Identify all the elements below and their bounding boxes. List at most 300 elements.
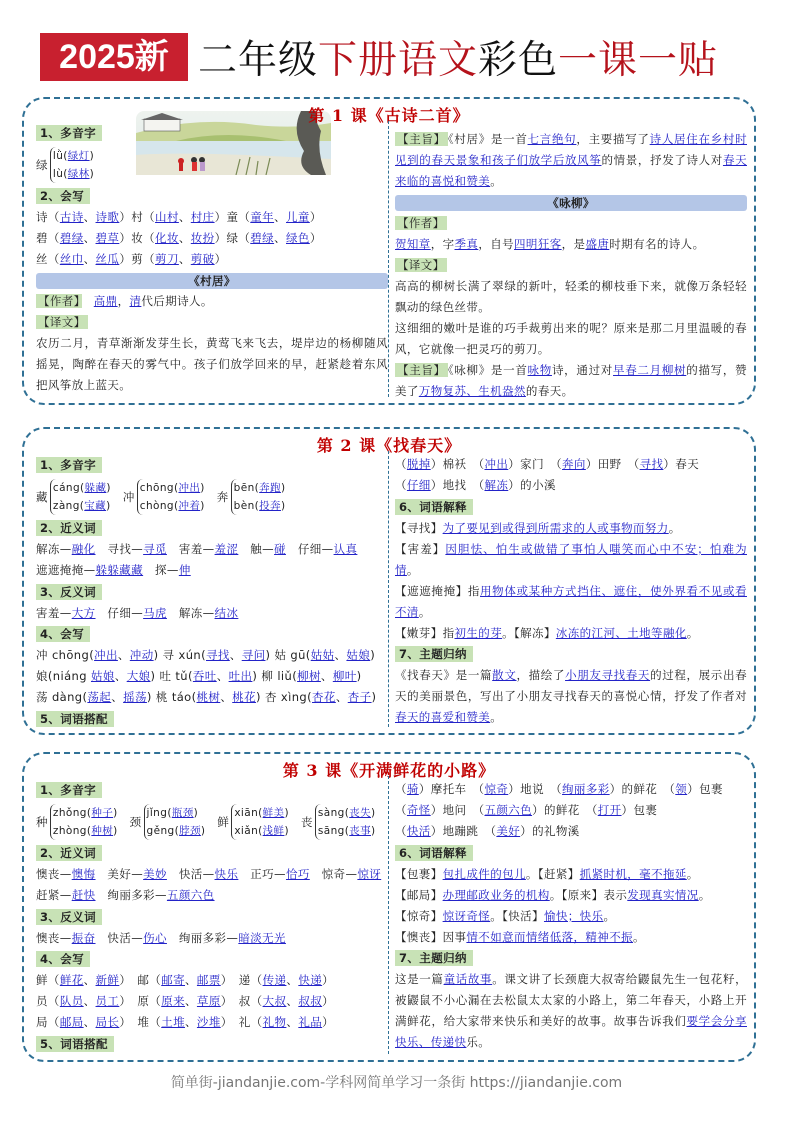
text-segment: ） 邮（: [119, 973, 162, 987]
section-label: 2、近义词: [36, 845, 102, 861]
polyphone-char: 丧: [300, 814, 313, 829]
key-term-link[interactable]: 春天来临的喜悦和赞美: [395, 153, 747, 188]
key-term-link[interactable]: 冲动: [129, 648, 154, 662]
text-segment: （: [395, 803, 407, 817]
key-term-link[interactable]: 礼物: [262, 1015, 287, 1029]
key-term-link[interactable]: 骑: [406, 782, 419, 796]
text-segment: ，主要描写了: [576, 132, 650, 146]
key-term-link[interactable]: 杏花: [312, 690, 336, 704]
key-term-link[interactable]: 四明狂客: [514, 237, 562, 251]
key-term-link[interactable]: 柳叶: [332, 669, 357, 683]
text-segment: ）棉袄 （: [430, 457, 485, 471]
text-segment: ）的礼物溪: [520, 824, 580, 838]
text-segment: 。: [418, 604, 431, 619]
text-segment: 《村居》是一首: [447, 132, 528, 146]
key-term-link[interactable]: 村庄: [190, 210, 215, 224]
title-part: 二年级: [198, 38, 319, 83]
text-segment: ）妆（: [119, 231, 156, 245]
key-term-link[interactable]: 用物体或某种方式挡住、遮住，使外界看不见或看不清: [395, 583, 747, 619]
key-term-link[interactable]: 打开: [597, 803, 622, 817]
key-term-link[interactable]: 美好: [496, 824, 521, 838]
section-row: [395, 842, 747, 864]
text-segment: ）: [309, 210, 322, 224]
key-term-link[interactable]: 快活: [406, 824, 431, 838]
text-segment: ）地找 （: [430, 478, 485, 492]
key-term-link[interactable]: 化妆: [155, 231, 179, 245]
text-segment: 。: [686, 866, 699, 881]
reading-word-link[interactable]: 躲藏: [84, 481, 107, 494]
key-term-link[interactable]: 发现真实情况: [627, 887, 699, 902]
key-term-link[interactable]: 队员: [59, 994, 84, 1008]
key-term-link[interactable]: 礼品: [298, 1015, 323, 1029]
section-row: [36, 949, 388, 971]
reading-word-link[interactable]: 种子: [91, 806, 114, 819]
key-term-link[interactable]: 脱掉: [406, 457, 431, 471]
text-segment: 、: [178, 252, 191, 266]
key-term-link[interactable]: 员工: [95, 994, 120, 1008]
text-segment: ): [371, 690, 377, 704]
text-segment: ，自号: [478, 237, 515, 251]
text-segment: 。课文讲了长颈鹿大叔寄给鼹鼠先生一包花籽，被鼹鼠不小心漏在去松鼠太太家的小路上，第二年春天，小路上开满鲜花，给大家带来快乐和美好的故事。故事告诉我们: [395, 972, 747, 1028]
left-column: [36, 122, 388, 396]
key-term-link[interactable]: 情不如意而情绪低落，精神不振: [466, 929, 634, 944]
key-term-link[interactable]: 散文: [492, 668, 517, 682]
key-term-link[interactable]: 寻找: [205, 648, 230, 662]
text-segment: 【寻找】: [395, 520, 443, 535]
pinyin: bēn: [233, 481, 255, 494]
column-divider: [388, 121, 389, 397]
key-term-link[interactable]: 结冰: [214, 605, 239, 620]
text-line: [395, 454, 747, 475]
key-term-link[interactable]: 剪刀: [155, 252, 179, 266]
section-row: [395, 644, 747, 666]
title-part: 下册语文: [318, 38, 479, 83]
tag-label: 【作者】: [397, 216, 445, 230]
key-term-link[interactable]: 快递: [298, 973, 323, 987]
reading-word-link[interactable]: 种树: [91, 824, 114, 837]
pinyin: bèn: [233, 499, 255, 512]
reading: xiān(鲜美): [234, 806, 289, 819]
text-segment: 代后期诗人。: [141, 294, 213, 308]
text-segment: 的过程，展示出春天的美丽景色，写出了小朋友寻找春天的喜悦心情，抒发了作者对: [395, 668, 747, 703]
key-term-link[interactable]: 振奋: [71, 930, 96, 945]
reading-brace: [315, 804, 376, 840]
key-term-link[interactable]: 诗人居住在乡村时见到的春天景象和孩子们放学后放风筝: [395, 132, 747, 167]
key-term-link[interactable]: 暗淡无光: [238, 930, 286, 945]
text-segment: 。: [603, 908, 616, 923]
text-segment: ): [370, 648, 376, 662]
key-term-link[interactable]: 童话故事: [443, 972, 493, 986]
reading-word-link[interactable]: 瓶颈: [171, 806, 194, 819]
key-term-link[interactable]: 古诗: [59, 210, 84, 224]
text-line: [395, 360, 747, 402]
key-term-link[interactable]: 大娘: [126, 669, 151, 683]
text-segment: 【包裹】: [395, 866, 443, 881]
text-segment: 这是一篇: [395, 972, 444, 986]
key-term-link[interactable]: 桃花: [232, 690, 257, 704]
key-term-link[interactable]: 咏物: [527, 363, 552, 377]
key-term-link[interactable]: 仔细: [406, 478, 431, 492]
key-term-link[interactable]: 碧草: [95, 231, 120, 245]
text-segment: ，是: [561, 237, 586, 251]
text-segment: ） 递（: [220, 973, 263, 987]
text-line: [36, 687, 388, 708]
text-segment: ) 柳 liǔ(: [252, 669, 298, 683]
key-term-link[interactable]: 寻觅: [143, 542, 167, 556]
text-segment: ) 姑 gū(: [265, 648, 311, 662]
reading-word-link[interactable]: 冲出: [178, 481, 201, 494]
reading-word-link[interactable]: 冲着: [178, 499, 201, 512]
key-term-link[interactable]: 美妙: [143, 867, 167, 881]
section-label: 2、近义词: [36, 520, 102, 536]
key-term-link[interactable]: 奔向: [562, 457, 586, 471]
text-line: [395, 969, 747, 1053]
reading-word-link[interactable]: 投奔: [259, 499, 281, 512]
key-term-link[interactable]: 赶快: [71, 888, 96, 902]
key-term-link[interactable]: 妆扮: [190, 231, 215, 245]
section-label: 5、词语搭配: [36, 711, 114, 727]
text-segment: ）村（: [119, 210, 156, 224]
reading-word-link[interactable]: 宝藏: [84, 499, 107, 512]
key-term-link[interactable]: 诗歌: [95, 210, 120, 224]
right-column: [395, 454, 747, 728]
text-segment: ，: [117, 294, 130, 308]
key-term-link[interactable]: 桃树: [196, 690, 221, 704]
key-term-link[interactable]: 贺知章: [395, 237, 431, 251]
key-term-link[interactable]: 抓紧时机，毫不拖延: [579, 866, 687, 881]
key-term-link[interactable]: 清: [129, 294, 142, 308]
pinyin: xiǎn: [234, 824, 259, 837]
polyphone-row: [36, 801, 388, 843]
text-segment: 快活—: [95, 930, 144, 945]
key-term-link[interactable]: 寻问: [241, 648, 266, 662]
text-line: [36, 560, 388, 581]
key-term-link[interactable]: 马虎: [143, 605, 167, 620]
pinyin: gěng: [146, 824, 175, 837]
text-segment: 快活—: [166, 867, 215, 881]
key-term-link[interactable]: 碰: [274, 542, 286, 556]
text-segment: ）摩托车 （: [418, 782, 485, 796]
key-term-link[interactable]: 寻找: [639, 457, 664, 471]
text-segment: 。: [490, 710, 503, 724]
text-line: [395, 581, 747, 623]
text-segment: 。: [698, 887, 711, 902]
reading: bēn(奔跑): [233, 481, 286, 494]
key-term-link[interactable]: 愉快；快乐: [543, 908, 604, 923]
text-line: [395, 539, 747, 581]
polyphone-group: [217, 804, 289, 840]
tag-label: 【译文】: [38, 315, 86, 329]
key-term-link[interactable]: 奇怪: [406, 803, 431, 817]
text-line: [36, 991, 388, 1012]
pinyin: zhòng: [52, 824, 87, 837]
text-segment: ）剪（: [119, 252, 156, 266]
text-segment: 。【解冻】: [502, 625, 556, 640]
text-segment: 、: [286, 973, 299, 987]
key-term-link[interactable]: 沙堆: [196, 1015, 221, 1029]
key-term-link[interactable]: 五颜六色: [166, 888, 215, 902]
key-term-link[interactable]: 荡起: [87, 690, 112, 704]
key-term-link[interactable]: 盛唐: [585, 237, 610, 251]
text-segment: 、: [83, 231, 96, 245]
key-term-link[interactable]: 包扎成件的包儿: [442, 866, 526, 881]
key-term-link[interactable]: 杏子: [347, 690, 372, 704]
text-segment: 娘(niáng: [36, 669, 91, 683]
text-segment: 、: [111, 690, 124, 704]
key-term-link[interactable]: 姑娘: [90, 669, 115, 683]
key-term-link[interactable]: 小朋友寻找春天: [565, 668, 651, 682]
polyphone-group: [36, 804, 118, 840]
text-line: [36, 539, 388, 560]
key-term-link[interactable]: 柳树: [297, 669, 321, 683]
text-segment: 、: [178, 231, 191, 245]
title-part: 一课一贴: [558, 38, 719, 83]
text-segment: ，描绘了: [516, 668, 566, 682]
key-term-link[interactable]: 早春二月柳树: [613, 363, 687, 377]
key-term-link[interactable]: 办理邮政业务的机构: [442, 887, 550, 902]
key-term-link[interactable]: 初生的芽: [454, 625, 503, 640]
reading: cáng(躲藏): [52, 481, 111, 494]
key-term-link[interactable]: 高鼎: [93, 294, 118, 308]
text-segment: ）地说 （: [508, 782, 563, 796]
key-term-link[interactable]: 吞吐: [192, 669, 217, 683]
text-segment: 、: [185, 1015, 197, 1029]
key-term-link[interactable]: 惊讶奇怪: [442, 908, 491, 923]
key-term-link[interactable]: 大方: [71, 605, 96, 620]
text-segment: 、: [286, 1015, 299, 1029]
text-segment: 。【赶紧】: [525, 866, 580, 881]
key-term-link[interactable]: 碧绿: [59, 231, 84, 245]
section-label: 1、多音字: [36, 457, 102, 473]
text-segment: 、: [185, 994, 197, 1008]
key-term-link[interactable]: 童年: [250, 210, 275, 224]
text-segment: ）家门 （: [508, 457, 563, 471]
reading-word-link[interactable]: 鲜美: [262, 806, 285, 819]
text-segment: ) 杏 xìng(: [256, 690, 313, 704]
text-segment: 员（: [36, 994, 60, 1008]
key-term-link[interactable]: 惊讶: [357, 867, 382, 881]
key-term-link[interactable]: 局长: [95, 1015, 120, 1029]
text-line: [36, 864, 388, 885]
text-segment: 害羞—: [36, 605, 72, 620]
text-segment: 。: [406, 562, 419, 577]
text-line: [395, 623, 747, 644]
key-term-link[interactable]: 丝瓜: [95, 252, 120, 266]
reading-brace: [50, 147, 94, 183]
key-term-link[interactable]: 认真: [333, 542, 358, 556]
key-term-link[interactable]: 土堆: [161, 1015, 186, 1029]
key-term-link[interactable]: 冲出: [94, 648, 118, 662]
text-segment: ）: [322, 1015, 335, 1029]
text-line: [36, 1012, 388, 1033]
text-line: [36, 207, 388, 228]
key-term-link[interactable]: 儿童: [286, 210, 310, 224]
text-segment: 、: [114, 669, 127, 683]
key-term-link[interactable]: 绿色: [286, 231, 310, 245]
key-term-link[interactable]: 叔叔: [298, 994, 323, 1008]
key-term-link[interactable]: 邮局: [59, 1015, 84, 1029]
text-segment: 、: [274, 210, 286, 224]
pinyin: lù: [52, 167, 64, 180]
text-segment: 冲 chōng(: [36, 648, 95, 662]
key-term-link[interactable]: 绚丽多彩: [562, 782, 610, 796]
text-segment: ）: [309, 231, 322, 245]
key-term-link[interactable]: 春天的喜爱和赞美: [395, 710, 491, 724]
tag-label: 【译文】: [397, 258, 445, 272]
text-line: [395, 276, 747, 318]
reading-brace: [144, 804, 206, 840]
key-term-link[interactable]: 躲躲藏藏: [95, 563, 144, 577]
text-segment: 正巧—: [238, 867, 286, 881]
key-term-link[interactable]: 邮票: [196, 973, 221, 987]
key-term-link[interactable]: 吐出: [228, 669, 253, 683]
key-term-link[interactable]: 碧绿: [250, 231, 275, 245]
text-segment: 【遮遮掩掩】指: [395, 583, 481, 598]
text-segment: ）: [214, 252, 227, 266]
text-segment: 、: [335, 690, 348, 704]
pinyin: sàng: [317, 806, 345, 819]
text-segment: （: [395, 478, 407, 492]
reading-brace: [50, 479, 111, 515]
key-term-link[interactable]: 邮寄: [161, 973, 186, 987]
section-row: [36, 779, 388, 801]
text-line: [395, 234, 747, 255]
key-term-link[interactable]: 快乐: [214, 867, 239, 881]
section-row: [36, 843, 388, 865]
polyphone-char: 藏: [36, 489, 48, 504]
key-term-link[interactable]: 鲜花: [59, 973, 84, 987]
key-term-link[interactable]: 为了要见到或得到所需求的人或事物而努力: [442, 520, 669, 535]
key-term-link[interactable]: 解冻: [484, 478, 509, 492]
polyphone-char: 冲: [122, 489, 135, 504]
section-row: [36, 454, 388, 476]
text-segment: 乐。: [466, 1035, 491, 1049]
text-segment: 遮遮掩掩—: [36, 563, 96, 577]
text-segment: ）的小溪: [508, 478, 556, 492]
text-segment: ）包裹: [621, 803, 658, 817]
reading: jǐng(瓶颈): [146, 806, 199, 819]
key-term-link[interactable]: 领: [675, 782, 688, 796]
polyphone-group: [130, 804, 206, 840]
reading-brace: [231, 804, 289, 840]
key-term-link[interactable]: 季真: [454, 237, 479, 251]
text-segment: ）田野 （: [585, 457, 640, 471]
text-line: [36, 885, 388, 906]
key-term-link[interactable]: 新鲜: [95, 973, 120, 987]
key-term-link[interactable]: 原来: [161, 994, 186, 1008]
section-row: [36, 518, 388, 540]
pinyin: jǐng: [146, 806, 168, 819]
key-term-link[interactable]: 七言绝句: [527, 132, 577, 146]
section-label: 6、词语解释: [395, 845, 473, 861]
key-term-link[interactable]: 丝巾: [59, 252, 84, 266]
key-term-link[interactable]: 冰冻的江河、土地等融化: [555, 625, 687, 640]
section-row: [395, 496, 747, 518]
key-term-link[interactable]: 万物复苏、生机盎然: [418, 384, 526, 398]
key-term-link[interactable]: 懊悔: [71, 867, 96, 881]
reading: sāng(丧事): [317, 824, 376, 837]
polyphone-row: [36, 144, 388, 186]
text-line: [36, 928, 388, 949]
text-segment: 【邮局】: [395, 887, 443, 902]
reading-word-link[interactable]: 丧失: [349, 806, 371, 819]
key-term-link[interactable]: 惊奇: [484, 782, 509, 796]
section-row: [36, 122, 388, 144]
polyphone-group: [301, 804, 376, 840]
text-segment: 。: [668, 520, 681, 535]
polyphone-char: 鲜: [217, 814, 230, 829]
text-segment: ）: [322, 994, 335, 1008]
key-term-link[interactable]: 因胆怯、怕生或做错了事怕人嗤笑而心中不安；怕难为情: [395, 541, 747, 577]
reading: sàng(丧失): [317, 806, 376, 819]
section-label: 1、多音字: [36, 782, 102, 798]
key-term-link[interactable]: 要学会分享快乐、传递快: [395, 1014, 747, 1049]
text-line: [36, 645, 388, 666]
text-segment: 鲜（: [36, 973, 60, 987]
text-segment: ） 礼（: [220, 1015, 263, 1029]
key-term-link[interactable]: 传递: [262, 973, 287, 987]
text-segment: ，字: [430, 237, 455, 251]
left-column: [36, 779, 388, 1055]
text-segment: 、: [185, 973, 197, 987]
text-segment: 、: [229, 648, 242, 662]
text-line: [36, 291, 388, 312]
key-term-link[interactable]: 伤心: [143, 930, 167, 945]
section-row: [395, 948, 747, 970]
key-term-link[interactable]: 姑娘: [346, 648, 371, 662]
reading-word-link[interactable]: 浅鲜: [262, 824, 285, 837]
key-term-link[interactable]: 羞涩: [214, 542, 239, 556]
key-term-link[interactable]: 大叔: [262, 994, 287, 1008]
reading-word-link[interactable]: 绿灯: [67, 149, 90, 162]
text-line: [395, 779, 747, 800]
text-segment: ）包裹: [687, 782, 723, 796]
polyphone-char: 绿: [36, 157, 48, 172]
text-segment: 。: [686, 625, 699, 640]
key-term-link[interactable]: 融化: [71, 542, 96, 556]
reading-word-link[interactable]: 奔跑: [259, 481, 281, 494]
key-term-link[interactable]: 姑姑: [310, 648, 335, 662]
reading-word-link[interactable]: 脖颈: [179, 824, 201, 837]
text-line: [395, 318, 747, 360]
text-segment: 、: [320, 669, 333, 683]
text-segment: 荡 dàng(: [36, 690, 88, 704]
text-line: [395, 213, 747, 234]
section-label: 7、主题归纳: [395, 646, 473, 662]
reading-brace: [50, 804, 118, 840]
text-segment: 赶紧—: [36, 888, 72, 902]
key-term-link[interactable]: 剪破: [190, 252, 215, 266]
reading-word-link[interactable]: 丧事: [349, 824, 371, 837]
key-term-link[interactable]: 山村: [155, 210, 179, 224]
reading-brace: [231, 479, 286, 515]
key-term-link[interactable]: 草原: [196, 994, 221, 1008]
section-label: 4、会写: [36, 626, 90, 642]
text-line: [395, 800, 747, 821]
key-term-link[interactable]: 摇荡: [123, 690, 147, 704]
text-line: [36, 603, 388, 624]
polyphone-group: [36, 479, 111, 515]
text-segment: 【害羞】: [395, 541, 446, 556]
text-segment: 丝（: [36, 252, 60, 266]
key-term-link[interactable]: 伸: [178, 563, 191, 577]
key-term-link[interactable]: 冲出: [484, 457, 509, 471]
reading-word-link[interactable]: 绿林: [67, 167, 90, 180]
reading: xiǎn(浅鲜): [234, 824, 289, 837]
text-segment: 懊丧—: [36, 867, 72, 881]
key-term-link[interactable]: 五颜六色: [484, 803, 533, 817]
key-term-link[interactable]: 恰巧: [285, 867, 310, 881]
